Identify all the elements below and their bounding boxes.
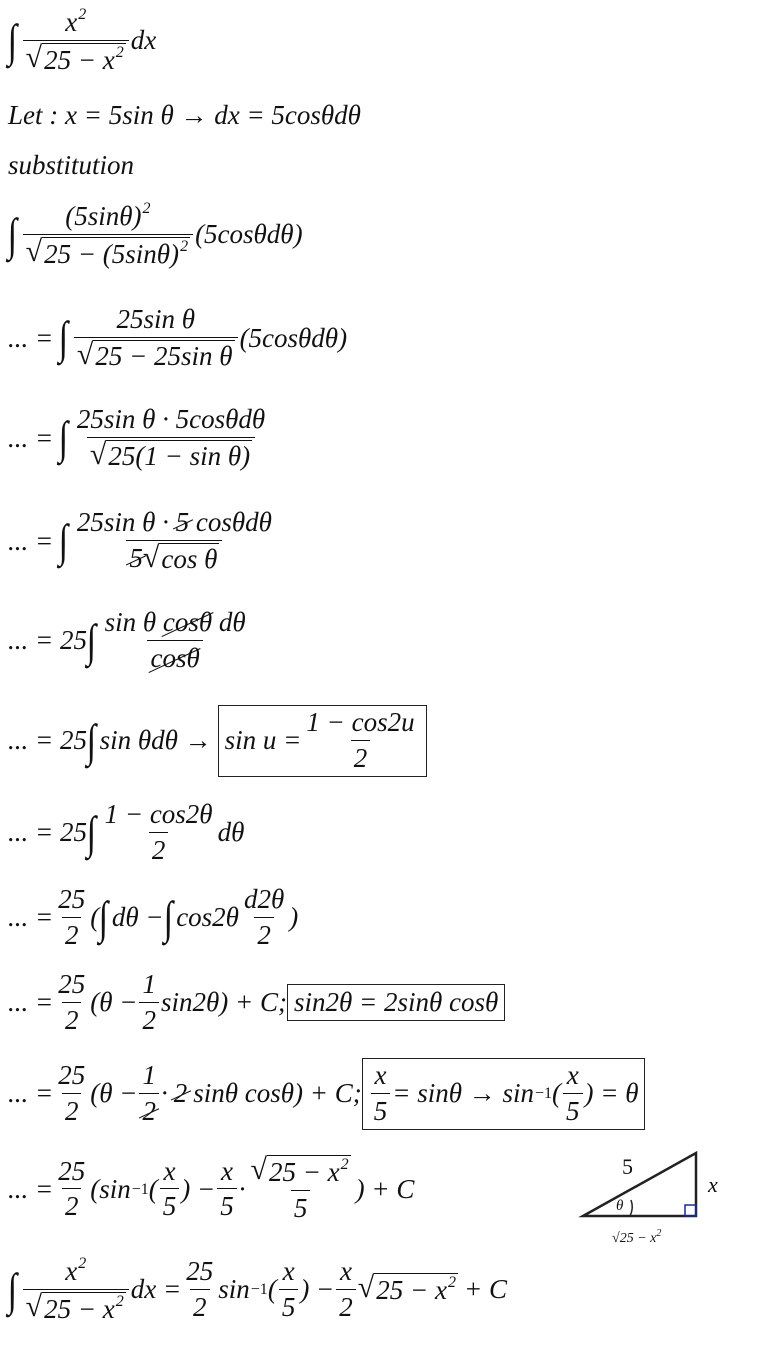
identity-box: sin u = $\frac{1 - \cos 2u}{2}$	[218, 705, 427, 777]
fraction: $x^2$ √ $25 - x^2$	[23, 6, 129, 76]
step-substituted: ∫ $(5\sin\theta)^2$ √ $25 - (5\sin\theta)^2$ (5cosθdθ)	[7, 200, 303, 269]
angle-label: θ	[616, 1198, 624, 1214]
triangle-drawing	[578, 1148, 758, 1258]
inverse-sine-box: $\frac{x}{5}$ = sinθ → sin −1 ( $\frac{x}{5}$ ) = θ	[362, 1058, 646, 1130]
step-expand: ... = ∫ 25sin θ √ 25 − 25sin θ (5cosθdθ)	[8, 304, 348, 371]
step-cancel-five: ... = ∫ 25sin θ · 5 cosθdθ 5 √ cos θ	[8, 507, 272, 574]
angle-arc	[630, 1200, 632, 1216]
right-angle-marker	[685, 1205, 696, 1216]
step-identity: ... = 25 ∫ sin θdθ → sin u = $\frac{1 - \cos 2u}{2}$	[8, 705, 427, 777]
substitution-definition: Let : x = 5sin θ → dx = 5cosθdθ	[8, 100, 361, 130]
step-factor: ... = ∫ 25sin θ · 5cosθdθ √ 25(1 − sin θ)	[8, 404, 266, 471]
reference-triangle	[578, 1148, 758, 1258]
step-cancel-cos: ... = 25 ∫ $\frac{\text{sin θ cosθ dθ}}{\cos\theta}$	[8, 607, 246, 673]
adjacent-label: $√25 - x^2$	[612, 1228, 662, 1246]
integral-sign: ∫	[7, 14, 18, 66]
opposite-label: x	[708, 1172, 718, 1197]
final-result: ∫ $x^2$ √ $25 - x^2$ dx = $\frac{25}{2}$ sin −1 ( $\frac{x}{5}$ ) − $\frac{x}{2}$ √ $25 - x^2$ + C	[7, 1255, 507, 1324]
step-double-angle: ... = $\frac{25}{2}$ (θ − $\frac{1}{2}$ · 2 sinθ cosθ) + C; $\frac{x}{5}$ = sinθ → sin −1 ( $\frac{x}{5}$ ) = θ	[8, 1058, 645, 1130]
hypotenuse-label: 5	[622, 1154, 633, 1179]
integral-problem: ∫ $x^2$ √ $25 - x^2$ dx	[7, 6, 157, 75]
triangle-outline	[583, 1153, 696, 1216]
step-split: ... = $\frac{25}{2}$ ( ∫ dθ − ∫ cos2θ $\frac{d2\theta}{2}$ )	[8, 884, 299, 950]
double-angle-box: sin2θ = 2sinθ cosθ	[287, 984, 505, 1021]
substitution-label: substitution	[8, 150, 135, 180]
step-half-angle: ... = 25 ∫ $\frac{1 - \cos 2\theta}{2}$ dθ	[8, 799, 245, 865]
step-integrated: ... = $\frac{25}{2}$ (θ − $\frac{1}{2}$ sin2θ) + C; sin2θ = 2sinθ cosθ	[8, 970, 505, 1036]
step-back-substitute: ... = $\frac{25}{2}$ (sin −1 ( $\frac{x}{5}$ ) − $\frac{x}{5}$ · √ $25 - x^2$ 5 ) + C	[8, 1153, 415, 1224]
